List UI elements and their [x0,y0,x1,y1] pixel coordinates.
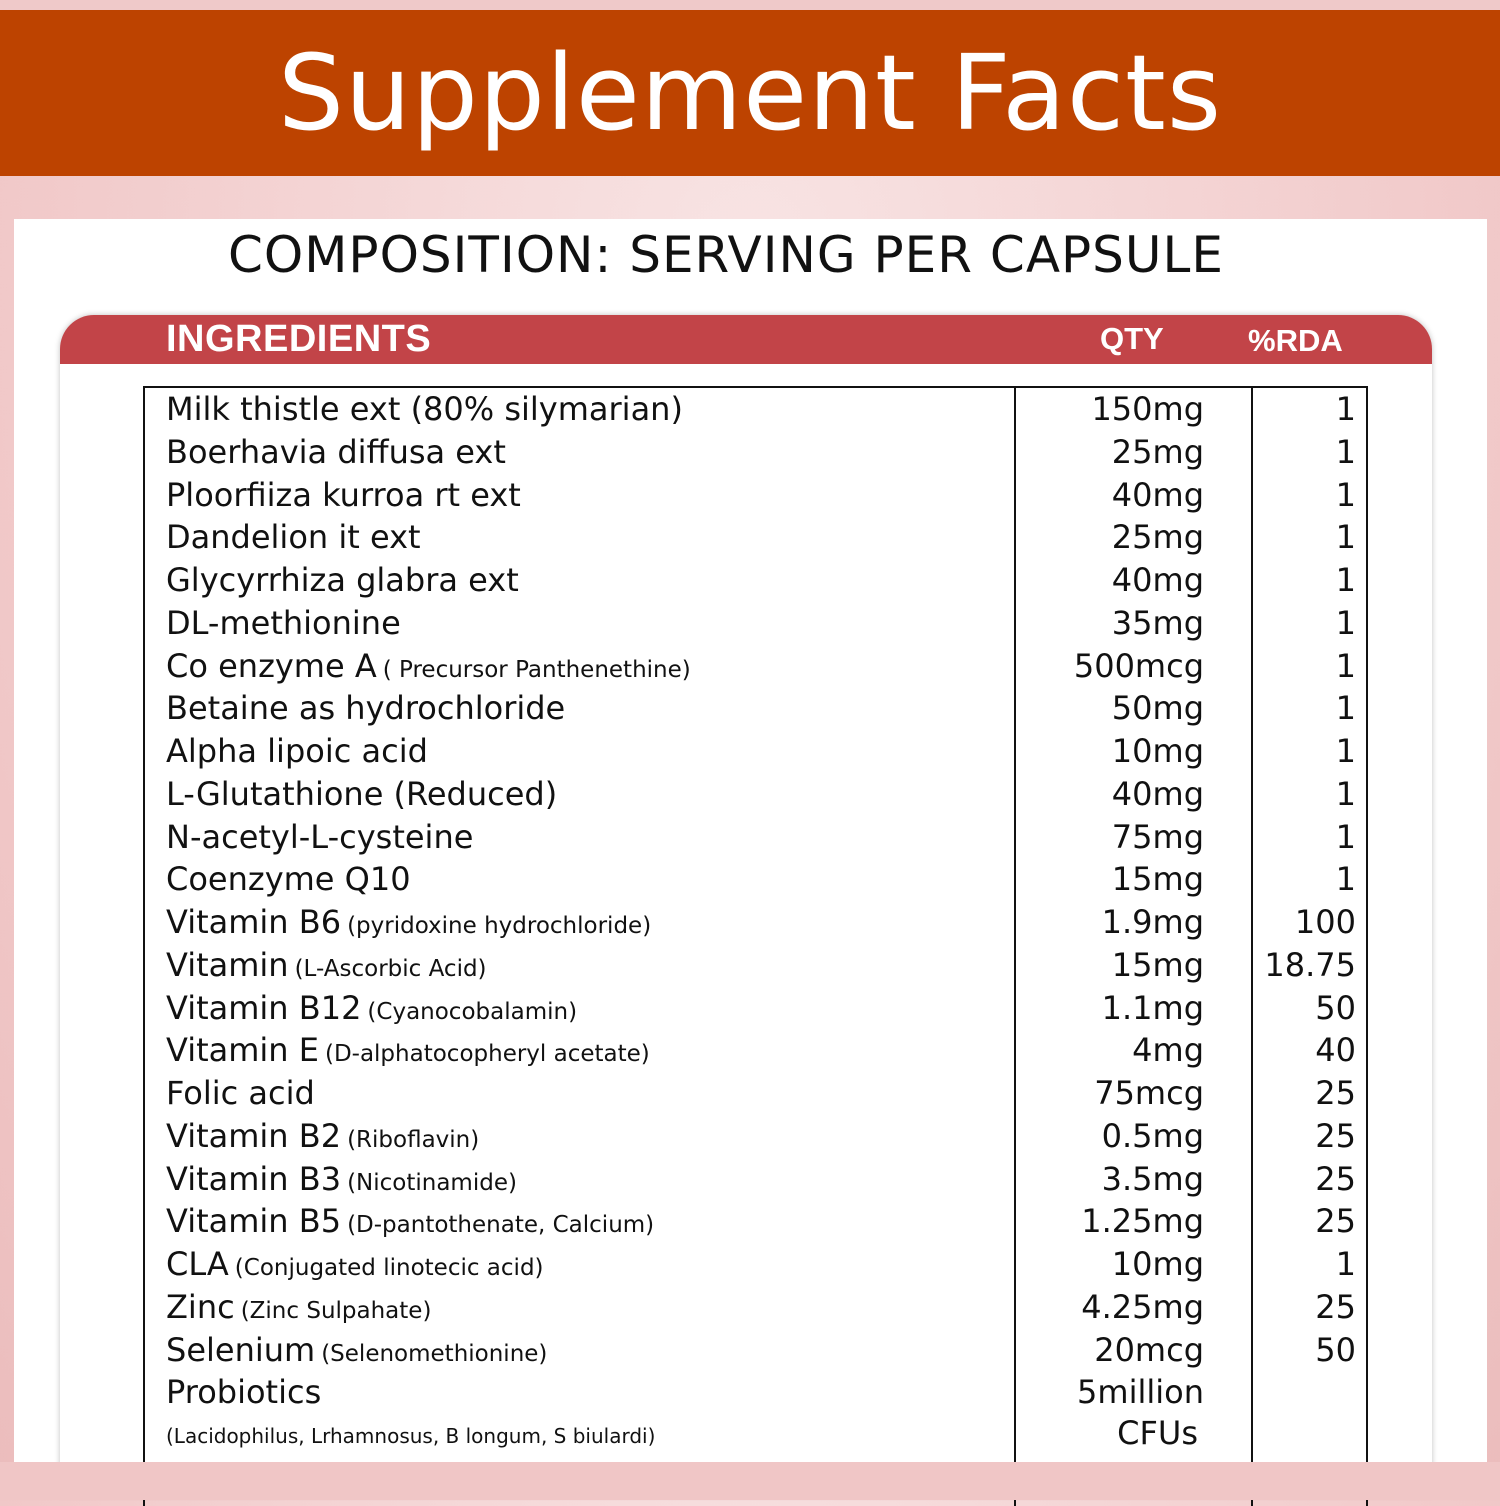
ingredient-rda: 1 [1335,646,1356,685]
ingredient-qty: 15mg [1111,860,1204,899]
table-row [0,1373,1500,1415]
ingredient-rda: 1 [1335,1245,1356,1283]
header-ingredients: INGREDIENTS [166,318,432,360]
ingredient-detail: (Conjugated linotecic acid) [234,1255,544,1281]
ingredient-main: Alpha lipoic acid [166,732,428,770]
ingredient-qty: 20mcg [1094,1330,1204,1369]
ingredient-detail: ( Precursor Panthenethine) [382,656,691,683]
ingredient-main: Coenzyme Q10 [166,860,411,899]
ingredient-rda: 1 [1335,732,1356,770]
ingredient-name [166,1288,431,1326]
table-row [0,860,1500,902]
ingredient-main: Glycyrrhiza glabra ext [166,561,519,599]
ingredient-name [166,1117,479,1155]
ingredient-rda: 1 [1335,689,1356,728]
ingredient-name [166,1245,544,1283]
ingredient-qty: 75mcg [1094,1074,1204,1112]
ingredient-main: Probiotics [166,1373,322,1412]
ingredient-main: Vitamin [166,945,289,984]
table-row [0,775,1500,817]
banner-title: Supplement Facts [277,32,1223,154]
ingredient-name [166,989,577,1027]
ingredient-qty: 500mcg [1073,646,1204,685]
top-strip [0,0,1500,10]
table-row [0,561,1500,603]
ingredient-rda: 25 [1315,1116,1356,1155]
ingredient-name [166,775,557,813]
ingredient-rda: 1 [1335,774,1356,813]
table-row [0,1245,1500,1287]
ingredient-rda: 1 [1335,475,1356,514]
table-row [0,1117,1500,1159]
table-row [0,1031,1500,1073]
table-row [0,1288,1500,1330]
ingredient-name [166,1074,315,1112]
ingredient-main: Folic acid [166,1074,315,1112]
ingredient-main: CLA [166,1245,229,1283]
ingredient-name [166,860,411,898]
table-row [0,476,1500,518]
ingredient-rda: 50 [1315,1330,1356,1369]
ingredient-main: Selenium [166,1330,316,1369]
ingredient-detail: (Nicotinamide) [347,1169,517,1196]
ingredient-main: L-Glutathione (Reduced) [166,774,558,813]
ingredient-rda: 40 [1315,1031,1356,1070]
table-row [0,433,1500,475]
ingredient-main: Vitamin B5 [166,1202,342,1241]
ingredient-detail: (L-Ascorbic Acid) [294,955,487,982]
ingredient-rda: 1 [1335,860,1356,899]
ingredient-qty: 5million [1077,1373,1204,1412]
banner [0,10,1500,176]
ingredient-qty: 25mg [1111,432,1204,471]
ingredient-qty: 1.1mg [1101,988,1204,1027]
ingredient-detail: (Zinc Sulpahate) [240,1297,432,1324]
ingredient-main: Co enzyme A [166,646,377,685]
table-row [0,604,1500,646]
ingredient-name [166,1202,654,1240]
table-row [0,818,1500,860]
ingredient-name [166,946,487,984]
ingredient-qty: 50mg [1111,689,1204,728]
ingredient-name [166,1031,650,1069]
ingredient-main: Milk thistle ext (80% silymarian) [166,390,683,428]
ingredient-main: DL-methionine [166,603,401,642]
table-row [0,1074,1500,1116]
ingredient-rda: 18.75 [1264,945,1356,984]
ingredient-main: Zinc [166,1287,235,1326]
ingredient-name [166,518,421,556]
ingredient-rda: 1 [1335,817,1356,856]
ingredient-qty: 40mg [1111,774,1204,813]
composition-heading: COMPOSITION: SERVING PER CAPSULE [228,226,1224,284]
ingredient-qty: 40mg [1111,475,1204,514]
ingredient-main: Vitamin B12 [166,988,362,1027]
table-row [0,689,1500,731]
ingredient-detail: (Selenomethionine) [321,1340,548,1367]
ingredient-qty: 0.5mg [1101,1116,1204,1155]
ingredient-detail: (Riboflavin) [347,1126,480,1153]
ingredient-name [166,818,473,856]
ingredient-detail: (D-pantothenate, Calcium) [347,1212,655,1239]
ingredient-main: Ploorfiiza kurroa rt ext [166,475,521,514]
ingredient-name [166,561,519,599]
ingredient-qty: 35mg [1111,603,1204,642]
ingredient-qty: 40mg [1111,561,1204,599]
table-row [0,390,1500,432]
table-row [0,518,1500,560]
ingredient-rda: 1 [1335,518,1356,557]
ingredient-rda: 50 [1315,988,1356,1027]
ingredient-name [166,732,428,770]
ingredient-rda: 25 [1315,1074,1356,1112]
ingredient-rda: 25 [1315,1159,1356,1198]
ingredient-qty: 10mg [1111,732,1204,770]
table-row [0,732,1500,774]
ingredient-name [166,604,401,642]
ingredient-main: Vitamin E [166,1031,319,1070]
ingredient-name [166,1373,321,1411]
ingredient-rda: 1 [1335,603,1356,642]
table-row [0,1160,1500,1202]
header-rda: %RDA [1248,323,1343,358]
ingredient-name [166,476,521,514]
table-row [0,647,1500,689]
ingredient-name [166,689,565,727]
ingredient-detail: (pyridoxine hydrochloride) [347,913,652,939]
ingredient-qty: 1.9mg [1101,903,1204,941]
ingredient-qty: 3.5mg [1101,1159,1204,1198]
ingredient-qty: 4mg [1132,1031,1204,1070]
ingredient-rda: 25 [1315,1287,1356,1326]
ingredient-qty: 15mg [1111,945,1204,984]
table-row [0,903,1500,945]
ingredient-main: Boerhavia diffusa ext [166,432,506,471]
ingredient-main: Dandelion it ext [166,518,421,557]
ingredient-name [166,903,651,941]
ingredient-detail: (Cyanocobalamin) [367,998,578,1025]
ingredient-name [166,647,691,685]
ingredient-qty: 150mg [1091,390,1204,428]
table-row [0,1202,1500,1244]
ingredient-main: Vitamin B3 [166,1159,342,1198]
ingredient-main: Vitamin B6 [166,903,342,941]
ingredient-name [166,433,506,471]
ingredient-rda: 1 [1335,561,1356,599]
bottom-strip [0,1462,1500,1500]
ingredient-detail: (D-alphatocopheryl acetate) [324,1041,650,1068]
header-qty: QTY [1100,321,1164,356]
probiotics-unit: CFUs [1117,1414,1198,1452]
ingredient-main: N-acetyl-L-cysteine [166,817,474,856]
ingredient-rda: 1 [1335,432,1356,471]
ingredient-qty: 1.25mg [1081,1202,1204,1241]
table-row [0,1331,1500,1373]
ingredient-rda: 100 [1294,903,1356,941]
ingredient-rda: 25 [1315,1202,1356,1241]
ingredient-qty: 25mg [1111,518,1204,557]
table-row [0,946,1500,988]
ingredient-name [166,390,683,428]
ingredient-rda: 1 [1335,390,1356,428]
probiotics-detail: (Lacidophilus, Lrhamnosus, B longum, S biulardi) [166,1424,656,1448]
ingredient-name [166,1331,547,1369]
ingredient-qty: 4.25mg [1081,1287,1204,1326]
table-row [0,989,1500,1031]
ingredient-main: Vitamin B2 [166,1116,342,1155]
ingredient-name [166,1160,517,1198]
ingredient-qty: 75mg [1111,817,1204,856]
ingredient-main: Betaine as hydrochloride [166,689,566,728]
table-header [60,315,1432,364]
ingredient-qty: 10mg [1111,1245,1204,1283]
